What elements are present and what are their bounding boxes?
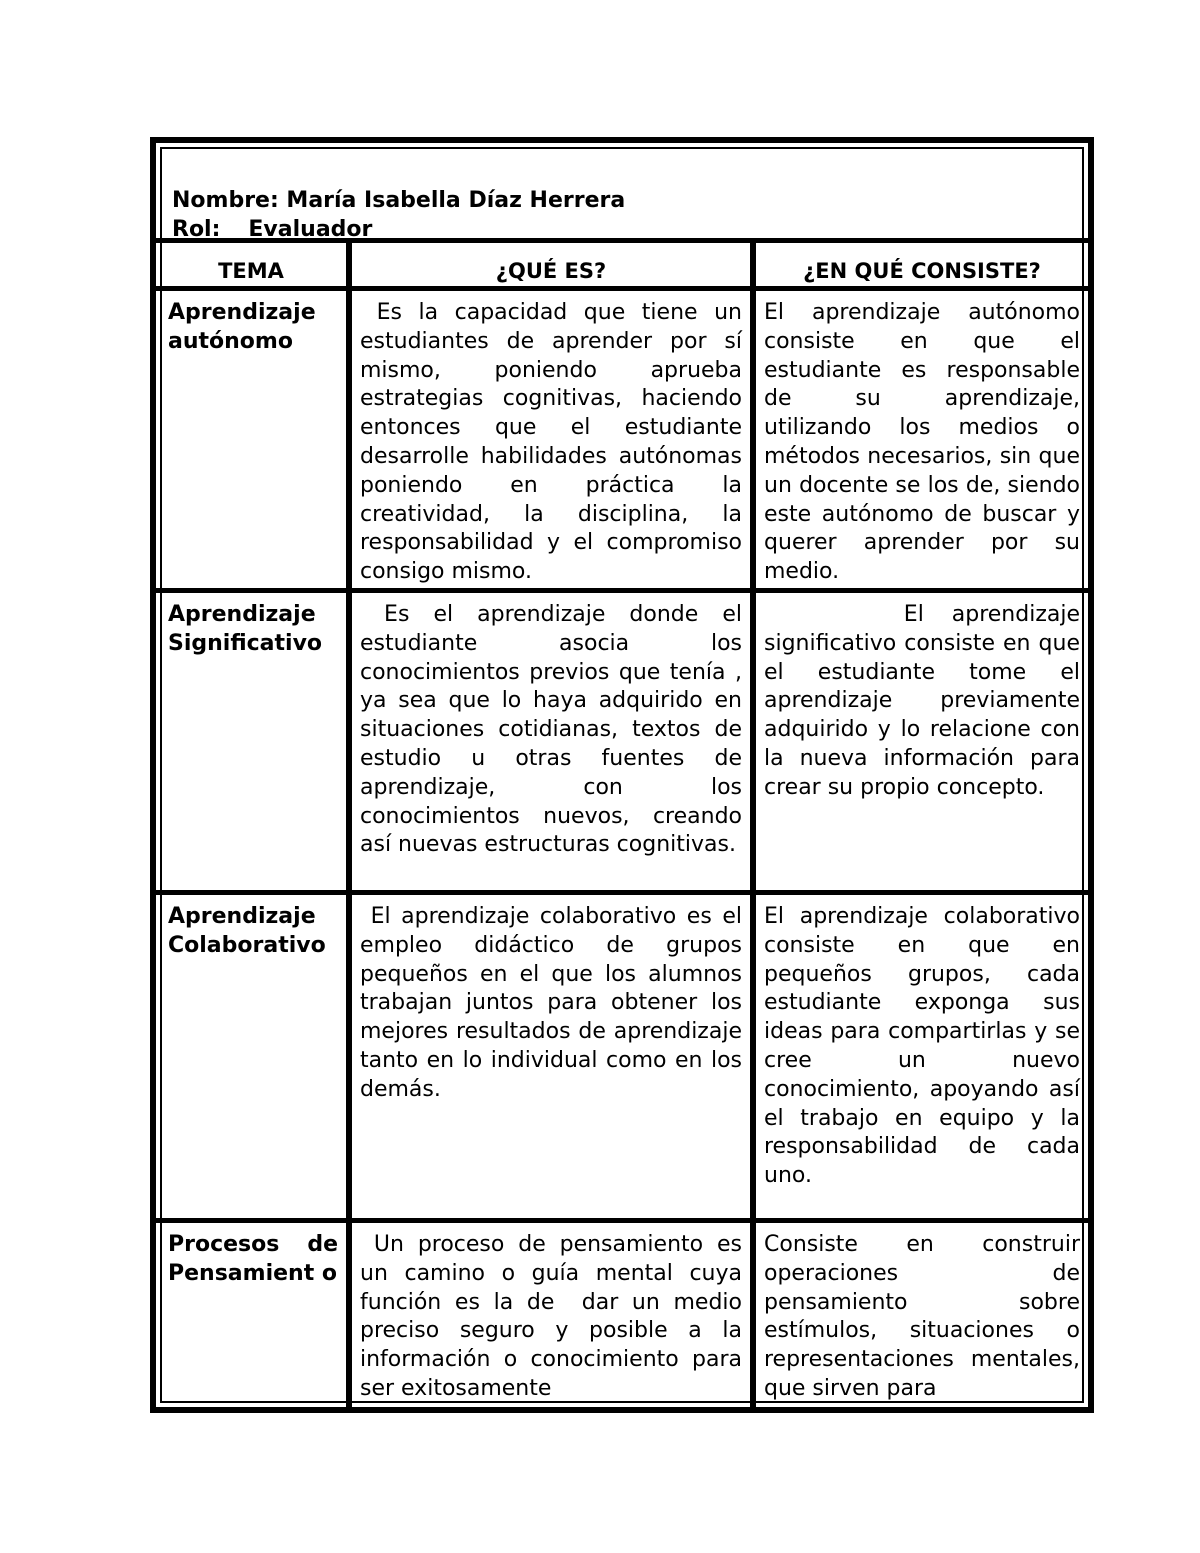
row-3-tema: Aprendizaje Colaborativo xyxy=(156,895,352,1223)
role-line xyxy=(172,216,372,244)
row-4-consiste: Consiste en construir operaciones de pensamiento sobre estímulos, situaciones o representaciones mentales, que sirven para xyxy=(764,1232,1087,1401)
row-1-que-es: Es la capacidad que tiene un estudiantes de aprender por sí mismo, poniendo aprueba estrategias cognitivas, haciendo entonces que el estudiante desarrolle habilidades autónomas poniendo en práctica la creatividad, la disciplina, la responsabilidad y el compromiso consigo mismo. xyxy=(352,291,756,593)
column-header-consiste: ¿EN QUÉ CONSISTE? xyxy=(756,243,1088,291)
role-value: Evaluador xyxy=(248,217,373,242)
row-3-consiste: El aprendizaje colaborativo consiste en que en pequeños grupos, cada estudiante exponga sus ideas para compartirlas y se cree un nuevo conocimiento, apoyando así el trabajo en equipo y la responsabilidad de cada uno. xyxy=(756,895,1088,1223)
row-4-que-es: Un proceso de pensamiento es un camino o guía mental cuya función es la de dar un medio preciso seguro y posible a la información o conocimiento para ser exitosamente xyxy=(352,1223,756,1407)
role-label: Rol: xyxy=(172,217,221,242)
row-2-que-es: Es el aprendizaje donde el estudiante asocia los conocimientos previos que tenía , ya sea que lo haya adquirido en situaciones cotidianas, textos de estudio u otras fuentes de aprendizaje, con los conocimientos nuevos, creando así nuevas estructuras cognitivas. xyxy=(352,593,756,895)
name-line: Nombre: María Isabella Díaz Herrera xyxy=(172,188,626,213)
row-1-tema: Aprendizaje autónomo xyxy=(156,291,352,593)
row-1-consiste: El aprendizaje autónomo consiste en que el estudiante es responsable de su aprendizaje, utilizando los medios o métodos necesarios, sin que un docente se los de, siendo este autónomo de buscar y querer aprender por su medio. xyxy=(756,291,1088,593)
row-2-tema: Aprendizaje Significativo xyxy=(156,593,352,895)
content-grid xyxy=(156,243,1088,1407)
row-3-que-es: El aprendizaje colaborativo es el empleo didáctico de grupos pequeños en el que los alumnos trabajan juntos para obtener los mejores resultados de aprendizaje tanto en lo individual como en los demás. xyxy=(352,895,756,1223)
header-block xyxy=(156,143,1088,243)
column-header-que-es: ¿QUÉ ES? xyxy=(352,243,756,291)
row-2-consiste: El aprendizaje significativo consiste en que el estudiante tome el aprendizaje previamente adquirido y lo relacione con la nueva información para crear su propio concepto. xyxy=(756,593,1088,895)
column-header-tema: TEMA xyxy=(156,243,352,291)
document-table xyxy=(150,137,1094,1413)
row-4-tema: Procesos de Pensamient o xyxy=(156,1223,352,1407)
